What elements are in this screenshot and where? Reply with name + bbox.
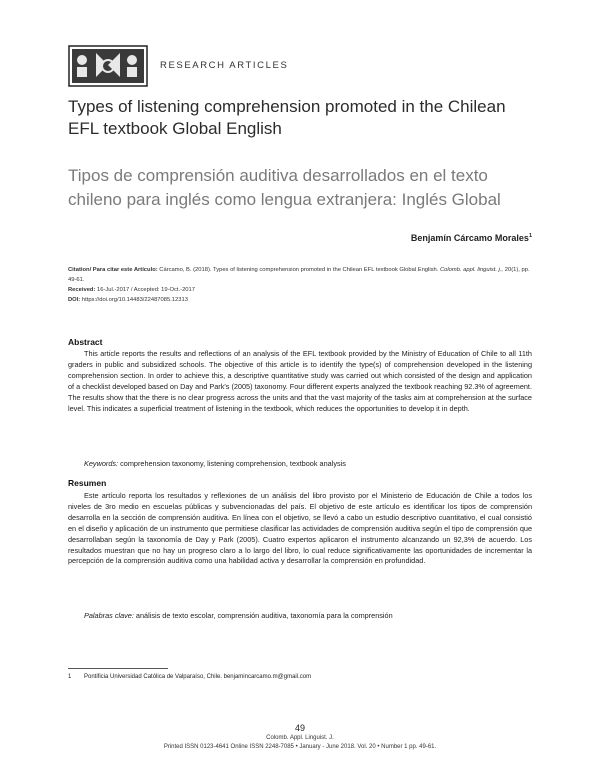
resumen-heading: Resumen [68, 478, 107, 488]
journal-name: Colomb. Appl. Linguist. J. [266, 735, 334, 741]
footnote-divider [68, 668, 168, 669]
author-name: Benjamín Cárcamo Morales [410, 233, 529, 243]
dates-line [68, 285, 534, 295]
author-footnote-mark: 1 [528, 233, 532, 239]
article-metadata [68, 265, 534, 305]
citation-volume: 20(1), pp. 49-61. [68, 267, 530, 283]
palabras-clave-text: análisis de texto escolar, comprensión auditiva, taxonomía para la comprensión [135, 611, 393, 620]
section-label: RESEARCH ARTICLES [160, 60, 289, 71]
citation-line [68, 265, 534, 285]
received-dates: 16-Jul.-2017 / Accepted: 19-Oct.-2017 [97, 287, 195, 293]
footnote [68, 674, 311, 680]
article-title-spanish: Tipos de comprensión auditiva desarrollados en el texto chileno para inglés como lengua extranjera: Inglés Global [68, 166, 501, 209]
page-number: 49 [294, 723, 305, 733]
footnote-number: 1 [68, 674, 72, 680]
doi-label: DOI: [68, 297, 81, 303]
resumen-body [68, 491, 532, 567]
citation-text: Cárcamo, B. (2018). Types of listening comprehension promoted in the Chilean EFL textbook Global English. [159, 267, 439, 273]
abstract-text: This article reports the results and reflections of an analysis of the EFL textbook provided by the Ministry of Education of Chile to all 11th graders in public and subsidized schools. The objective of this article is to identify the type(s) of comprehension developed in the listening comprehension section. In order to achieve this, a descriptive quantitative study was carried out which consisted of the design and application of a checklist developed based on Day and Park's (2005) taxonomy. Four different experts analyzed the textbook reaching 92.3% of agreement. The results show that the there is no clear progress across the units and that the vast majority of the tasks aim at comprehension at the surface level. This indicates a superficial treatment of listening in the textbook, which reduces the opportunities to develop it in depth. [68, 349, 532, 413]
resumen-keywords [84, 611, 393, 620]
abstract-keywords [84, 459, 346, 468]
issn-line: Printed ISSN 0123-4641 Online ISSN 2248-7085 • January - June 2018. Vol. 20 • Number 1 pp. 49-61. [163, 744, 437, 750]
footnote-text: Pontificia Universidad Católica de Valparaíso, Chile. benjamincarcamo.m@gmail.com [84, 674, 312, 680]
received-label: Received: [68, 287, 96, 293]
article-title-english: Types of listening comprehension promoted in the Chilean EFL textbook Global English [68, 97, 506, 138]
resumen-text: Este artículo reporta los resultados y reflexiones de un análisis del libro provisto por el Ministerio de Educación de Chile a todos los niveles de 3ro medio en escuelas públicas y subvencionadas del país. El objetivo de este artículo es identificar los tipos de comprensión desarrolla en la sección de comprensión auditiva. En línea con el objetivo, se llevó a cabo un estudio descriptivo cuantitativo, el cual consistió en el diseño y aplicación de un instrumento que permitiese clasificar las actividades de comprensión auditiva según el tipo de comprensión que desarrollaban según la taxonomía de Day y Park (2005). Cuatro expertos aplicaron el instrumento alcanzando un 92,3% de acuerdo. Los resultados muestran que no hay un progreso claro a lo largo del libro, lo cual reduce significativamente las oportunidades de incrementar la percepción de la comprensión auditiva como una habilidad activa y desarrollar la comprensión en profundidad. [68, 491, 532, 566]
author-line [411, 233, 532, 243]
journal-logo [68, 45, 148, 87]
palabras-clave-label: Palabras clave: [84, 611, 134, 620]
abstract-heading: Abstract [68, 337, 103, 347]
citation-journal: Colomb. appl. linguist. j., [439, 267, 504, 273]
keywords-label: Keywords: [84, 459, 119, 468]
doi-link[interactable]: https://doi.org/10.14483/22487085.12313 [81, 297, 188, 303]
doi-line [68, 295, 534, 305]
abstract-body [68, 349, 532, 414]
keywords-text: comprehension taxonomy, listening comprehension, textbook analysis [120, 459, 346, 468]
citation-label: Citation/ Para citar este Artículo: [68, 267, 158, 273]
